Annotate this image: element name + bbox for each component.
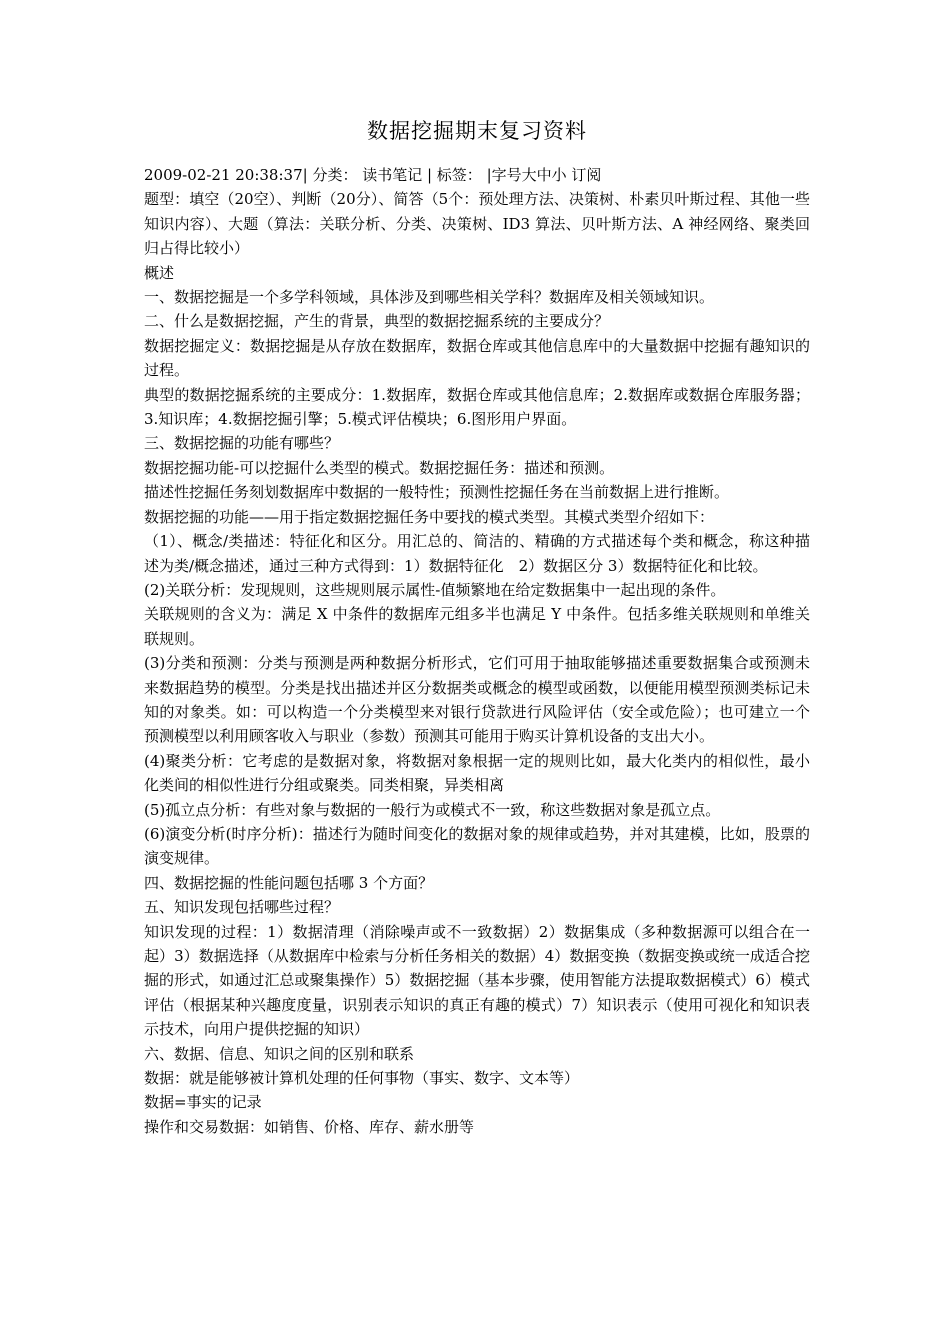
item-association-analysis: (2)关联分析：发现规则，这些规则展示属性-值频繁地在给定数据集中一起出现的条件。	[144, 580, 726, 599]
components-paragraph: 典型的数据挖掘系统的主要成分：1.数据库，数据仓库或其他信息库；2.数据库或数据仓库服务器；3.知识库；4.数据挖掘引擎；5.模式评估模块；6.图形用户界面。	[144, 385, 810, 429]
item-outlier-analysis: (5)孤立点分析：有些对象与数据的一般行为或模式不一致，称这些数据对象是孤立点。	[144, 800, 721, 819]
item-evolution-analysis: (6)演变分析(时序分析)：描述行为随时间变化的数据对象的规律或趋势，并对其建模，比如，股票的演变规律。	[144, 824, 810, 868]
data-equals-facts: 数据=事实的记录	[144, 1093, 262, 1112]
association-rule-meaning: 关联规则的含义为：满足 X 中条件的数据库元组多半也满足 Y 中条件。包括多维关联规则和单维关联规则。	[144, 605, 810, 648]
document-page	[144, 116, 810, 1139]
document-title: 数据挖掘期末复习资料	[367, 119, 587, 143]
question-2: 二、什么是数据挖掘，产生的背景，典型的数据挖掘系统的主要成分？	[144, 312, 610, 331]
transaction-data: 操作和交易数据：如销售、价格、库存、薪水册等	[144, 1117, 475, 1136]
item-concept-description: （1）、概念/类描述：特征化和区分。用汇总的、简洁的、精确的方式描述每个类和概念，称这种描述为类/概念描述，通过三种方式得到：1）数据特征化 2）数据区分 3）数据特征化和比较。	[144, 532, 810, 575]
question-6: 六、数据、信息、知识之间的区别和联系	[144, 1044, 415, 1063]
exam-format-paragraph: 题型：填空（20空）、判断（20分）、简答（5个：预处理方法、决策树、朴素贝叶斯过程、其他一些知识内容）、大题（算法：关联分析、分类、决策树、ID3 算法、贝叶斯方法、A 神经网络、聚类回归占得比较小）	[144, 190, 810, 258]
kdd-process-paragraph: 知识发现的过程：1）数据清理（消除噪声或不一致数据）2）数据集成（多种数据源可以组合在一起）3）数据选择（从数据库中检索与分析任务相关的数据）4）数据变换（数据变换或统一成适合挖掘的形式，如通过汇总或聚集操作）5）数据挖掘（基本步骤，使用智能方法提取数据模式）6）模式评估（根据某种兴趣度度量，识别表示知识的真正有趣的模式）7）知识表示（使用可视化和知识表示技术，向用户提供挖掘的知识）	[144, 922, 810, 1039]
question-4: 四、数据挖掘的性能问题包括哪 3 个方面？	[144, 873, 434, 892]
task-types-paragraph: 描述性挖掘任务刻划数据库中数据的一般特性；预测性挖掘任务在当前数据上进行推断。	[144, 483, 730, 502]
pattern-types-intro: 数据挖掘的功能——用于指定数据挖掘任务中要找的模式类型。其模式类型介绍如下：	[144, 507, 715, 526]
item-clustering: (4)聚类分析：它考虑的是数据对象，将数据对象根据一定的规则比如，最大化类内的相似性，最小化类间的相似性进行分组或聚类。同类相聚，异类相离	[144, 751, 810, 795]
definition-paragraph: 数据挖掘定义：数据挖掘是从存放在数据库，数据仓库或其他信息库中的大量数据中挖掘有趣知识的过程。	[144, 336, 810, 380]
question-3: 三、数据挖掘的功能有哪些？	[144, 434, 340, 453]
item-classification-prediction: (3)分类和预测：分类与预测是两种数据分析形式，它们可用于抽取能够描述重要数据集合或预测未来数据趋势的模型。分类是找出描述并区分数据类或概念的模型或函数，以便能用模型预测类标记未知的对象类。如：可以构造一个分类模型来对银行贷款进行风险评估（安全或危险）；也可建立一个预测模型以利用顾客收入与职业（参数）预测其可能用于购买计算机设备的支出大小。	[144, 654, 810, 746]
question-1: 一、数据挖掘是一个多学科领域，具体涉及到哪些相关学科？数据库及相关领域知识。	[144, 288, 715, 307]
data-definition: 数据：就是能够被计算机处理的任何事物（事实、数字、文本等）	[144, 1069, 580, 1088]
section-heading-overview: 概述	[144, 263, 175, 282]
post-meta: 2009-02-21 20:38:37| 分类： 读书笔记 | 标签： |字号大中小 订阅	[144, 166, 602, 184]
functions-paragraph: 数据挖掘功能-可以挖掘什么类型的模式。数据挖掘任务：描述和预测。	[144, 458, 615, 477]
question-5: 五、知识发现包括哪些过程？	[144, 898, 340, 917]
